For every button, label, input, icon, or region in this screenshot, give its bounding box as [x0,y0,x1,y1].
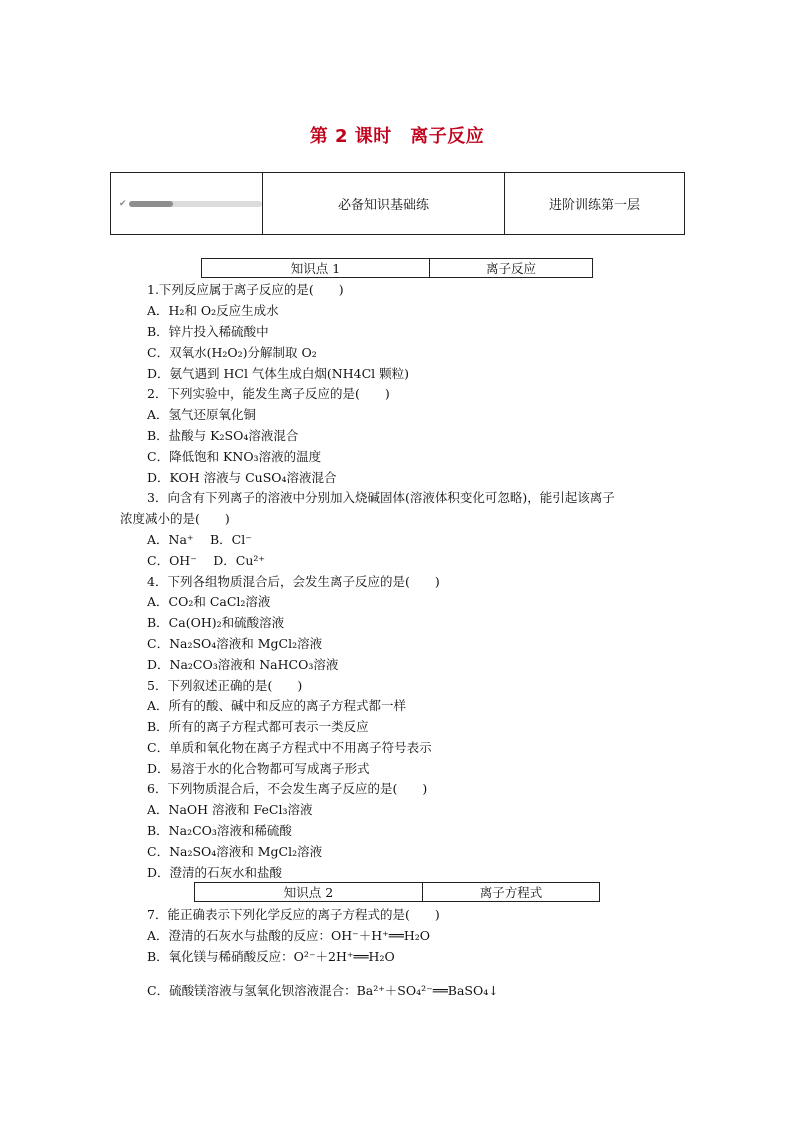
question-2-option-a: A．氢气还原氧化铜 [147,407,257,422]
question-6-option-d: D．澄清的石灰水和盐酸 [147,865,283,880]
knowledge-point-label: 知识点 2 [195,883,423,901]
question-2-option-b: B．盐酸与 K₂SO₄溶液混合 [147,428,299,443]
question-7-stem: 7．能正确表示下列化学反应的离子方程式的是( ) [147,907,440,922]
question-7-option-b: B．氧化镁与稀硝酸反应：O²⁻＋2H⁺══H₂O [147,949,395,964]
question-1-option-d: D．氨气遇到 HCl 气体生成白烟(NH4Cl 颗粒) [147,366,410,381]
page-title: 第 2 课时 离子反应 [309,126,485,147]
question-6-option-c: C．Na₂SO₄溶液和 MgCl₂溶液 [147,844,323,859]
question-5-option-a: A．所有的酸、碱中和反应的离子方程式都一样 [147,698,407,713]
question-4-option-a: A．CO₂和 CaCl₂溶液 [147,594,271,609]
question-4-option-d: D．Na₂CO₃溶液和 NaHCO₃溶液 [147,657,339,672]
question-3-options-ab: A．Na⁺ B．Cl⁻ [147,532,252,547]
knowledge-point-2-box [194,882,600,902]
question-3-stem: 3．向含有下列离子的溶液中分别加入烧碱固体(溶液体积变化可忽略)，能引起该离子 [147,490,615,505]
question-7-option-c: C．硫酸镁溶液与氢氧化钡溶液混合：Ba²⁺＋SO₄²⁻══BaSO₄↓ [147,983,499,998]
question-5-stem: 5．下列叙述正确的是( ) [147,678,303,693]
knowledge-point-label: 知识点 1 [202,259,430,277]
check-icon: ✔ [119,198,127,209]
question-1-option-c: C．双氧水(H₂O₂)分解制取 O₂ [147,345,317,360]
section-header-table [110,172,685,235]
question-2-option-d: D．KOH 溶液与 CuSO₄溶液混合 [147,470,337,485]
knowledge-point-1-box [201,258,593,278]
question-5-option-d: D．易溶于水的化合物都可写成离子形式 [147,761,370,776]
header-basic-cell: 必备知识基础练 [263,173,505,234]
header-advanced-cell: 进阶训练第一层 [548,198,640,213]
question-4-option-b: B．Ca(OH)₂和硫酸溶液 [147,615,285,630]
question-2-stem: 2．下列实验中，能发生离子反应的是( ) [147,386,390,401]
knowledge-point-topic: 离子方程式 [479,885,543,900]
question-6-option-b: B．Na₂CO₃溶液和稀硫酸 [147,823,292,838]
question-1-stem: 1.下列反应属于离子反应的是( ) [147,282,344,297]
question-4-stem: 4．下列各组物质混合后，会发生离子反应的是( ) [147,574,440,589]
question-1-option-b: B．锌片投入稀硫酸中 [147,324,269,339]
question-1-option-a: A．H₂和 O₂反应生成水 [147,303,279,318]
knowledge-point-topic: 离子反应 [485,261,536,276]
question-6-stem: 6．下列物质混合后，不会发生离子反应的是( ) [147,781,428,796]
question-4-option-c: C．Na₂SO₄溶液和 MgCl₂溶液 [147,636,323,651]
question-5-option-b: B．所有的离子方程式都可表示一类反应 [147,719,369,734]
question-2-option-c: C．降低饱和 KNO₃溶液的温度 [147,449,322,464]
question-5-option-c: C．单质和氧化物在离子方程式中不用离子符号表示 [147,740,432,755]
question-7-option-a: A．澄清的石灰水与盐酸的反应：OH⁻＋H⁺══H₂O [147,928,430,943]
question-6-option-a: A．NaOH 溶液和 FeCl₃溶液 [147,802,313,817]
question-3-stem-continued: 浓度减小的是( ) [120,511,230,526]
header-logo-cell [111,173,263,234]
question-3-options-cd: C．OH⁻ D．Cu²⁺ [147,553,266,568]
logo-progress-icon [129,201,262,207]
